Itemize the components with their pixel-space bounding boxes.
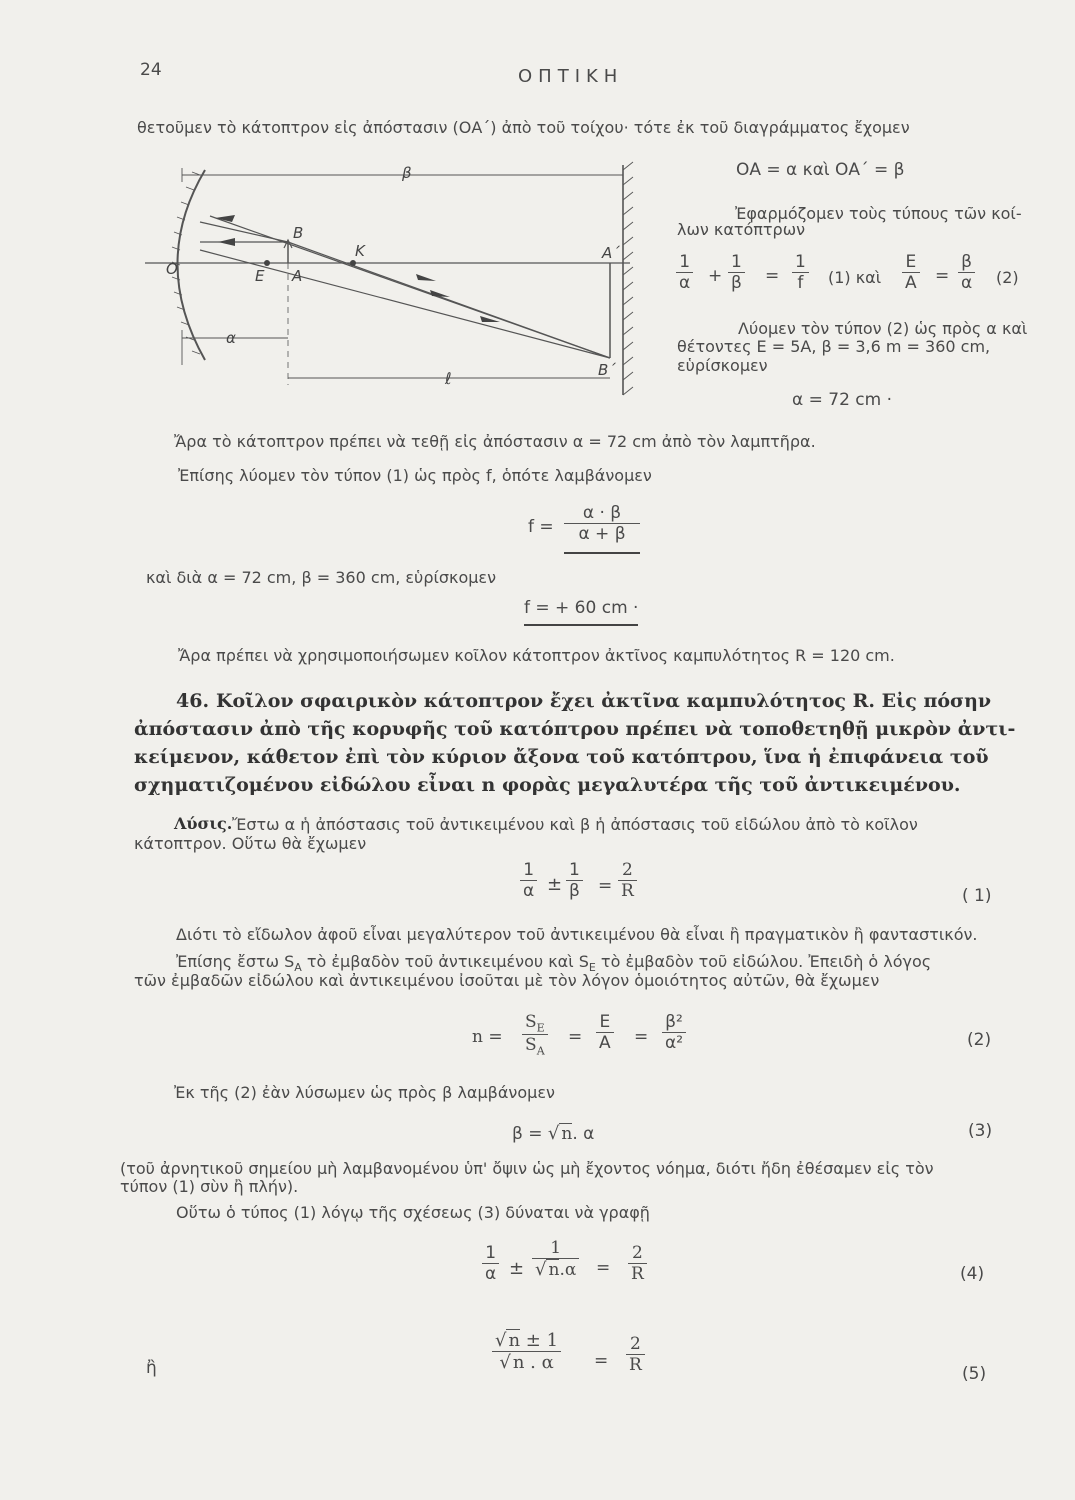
frac-b-a: $\frac{\beta}{\alpha}$ <box>958 252 975 293</box>
outo-line: Οὕτω ὁ τύπος (1) λόγῳ τῆς σχέσεως (3) δύναται νὰ γραφῇ <box>176 1203 650 1222</box>
eq1-frac-2: $\frac{1}{\beta}$ <box>566 860 583 901</box>
frac-1-f: $\frac{1}{f}$ <box>792 252 809 293</box>
label-b-prime: Β΄ <box>598 361 616 379</box>
label-b: Β <box>293 224 304 242</box>
eq3-tag: (3) <box>968 1121 993 1141</box>
paren-line-2: τύπον (1) σὺν ἢ πλήν). <box>120 1177 299 1196</box>
eq-oa: ΟΑ = α καὶ ΟΑ΄ = β <box>736 160 905 180</box>
eq1-equals: = <box>598 876 613 896</box>
label-a: Α <box>292 267 303 285</box>
label-a-prime: Α΄ <box>602 244 620 262</box>
f-result: f = + 60 cm · <box>524 598 638 626</box>
eq4-frac-1: $\frac{1}{\alpha}$ <box>482 1243 499 1284</box>
eq4-pm: ± <box>509 1258 525 1279</box>
line-ara-2: Ἄρα πρέπει νὰ χρησιμοποιήσωμεν κοῖλον κάτοπτρον ἀκτῖνος καμπυλότητος R = 120 cm. <box>178 646 895 665</box>
running-title: ΟΠΤΙΚΗ <box>518 66 624 87</box>
label-e: Ε <box>255 267 265 285</box>
eq2-lhs: n = <box>472 1027 503 1047</box>
eq1-pm: ± <box>547 874 563 895</box>
frac-1-beta: $\frac{1}{\beta}$ <box>728 252 745 293</box>
line-episis-1: Ἐπίσης λύομεν τὸν τύπον (1) ὡς πρὸς f, ὁπότε λαμβάνομεν <box>178 466 652 485</box>
eq4-frac-2: $\frac{1}{√ n.\alpha}$ <box>532 1238 579 1280</box>
problem-number: 46. <box>176 690 210 712</box>
line-kai: καὶ διὰ α = 72 cm, β = 360 cm, εὑρίσκομεν <box>146 568 497 587</box>
intro-line: θετοῦμεν τὸ κάτοπτρον εἰς ἀπόστασιν (ΟΑ΄) ἀπὸ τοῦ τοίχου· τότε ἐκ τοῦ διαγράμματος ἔχομεν <box>137 118 910 137</box>
eq2-frac-3: $\frac{\text{β²}}{\text{α²}}$ <box>662 1012 686 1053</box>
label-l: ℓ <box>445 369 452 388</box>
eq1-frac-1: $\frac{1}{\alpha}$ <box>520 860 537 901</box>
center-point-k <box>350 260 356 266</box>
eq4-equals: = <box>596 1258 611 1278</box>
problem-line-3: κείμενον, κάθετον ἐπὶ τὸν κύριον ἄξονα τοῦ κατόπτρου, ἵνα ἡ ἐπιφάνεια τοῦ <box>134 746 989 768</box>
ray-4 <box>200 222 288 242</box>
problem-line-1: Κοῖλον σφαιρικὸν κάτοπτρον ἔχει ἀκτῖνα καμπυλότητος R. Εἰς πόσην <box>216 690 992 712</box>
episis-line: Ἐπίσης ἔστω $S_A$ τὸ ἐμβαδὸν τοῦ ἀντικειμένου καὶ $S_E$ τὸ ἐμβαδὸν τοῦ εἰδώλου. Ἐπειδὴ ὁ λόγος <box>176 952 932 975</box>
eq2-frac-1: $\frac{S_E}{S_A}$ <box>522 1012 548 1058</box>
wall-hatching <box>623 162 633 395</box>
eq2-equals-1: = <box>568 1027 583 1047</box>
frac-e-a: $\frac{E}{A}$ <box>902 252 920 293</box>
tag-1-and: (1) καὶ <box>828 268 882 287</box>
frac-1-alpha: $\frac{1}{\alpha}$ <box>676 252 693 293</box>
eq-f-lhs: f = <box>528 517 554 537</box>
eq2-equals-2: = <box>634 1027 649 1047</box>
apply-text-1: Ἐφαρμόζομεν τοὺς τύπους τῶν κοί- <box>735 204 1022 223</box>
mirror-diagram <box>140 150 660 410</box>
eq5-tag: (5) <box>962 1364 987 1384</box>
problem-line-4: σχηματιζομένου εἰδώλου εἶναι n φορὰς μεγαλυτέρα τῆς τοῦ ἀντικειμένου. <box>134 774 961 796</box>
arrow-2 <box>218 238 235 246</box>
paren-line-1: (τοῦ ἀρνητικοῦ σημείου μὴ λαμβανομένου ὑπ' ὄψιν ὡς μὴ ἔχοντος νόημα, διότι ἤδη ἐθέσαμεν εἰς τὸν <box>120 1159 934 1178</box>
or-label: ἢ <box>146 1358 157 1378</box>
label-o: Ο <box>166 260 178 278</box>
equals-sign: = <box>765 266 780 286</box>
dioti-line: Διότι τὸ εἴδωλον ἀφοῦ εἶναι μεγαλύτερον τοῦ ἀντικειμένου θὰ εἶναι ἢ πραγματικὸν ἢ φανταστικόν. <box>176 925 978 944</box>
arrow-3 <box>430 290 450 297</box>
eq4-tag: (4) <box>960 1264 985 1284</box>
solution-line-1: Ἔστω α ἡ ἀπόστασις τοῦ ἀντικειμένου καὶ β ἡ ἀπόστασις τοῦ εἰδώλου ἀπὸ τὸ κοῖλον <box>232 815 918 834</box>
solution-line-2: κάτοπτρον. Οὕτω θὰ ἔχωμεν <box>134 834 367 853</box>
eq1-frac-3: $\frac{2}{R}$ <box>618 860 637 901</box>
eq5-frac-2: $\frac{2}{R}$ <box>626 1334 645 1375</box>
eq5-frac-1: $\frac{√ n \pm 1}{√ n . \alpha}$ <box>492 1330 561 1373</box>
apply-text-2: λων κατόπτρων <box>677 220 806 239</box>
ek-line: Ἐκ τῆς (2) ἐὰν λύσωμεν ὡς πρὸς β λαμβάνομεν <box>174 1083 555 1102</box>
solution-label: Λύσις. <box>174 814 233 833</box>
eq-f-fraction: $\frac{\alpha \cdot \beta}{\alpha + \beta}$ <box>564 503 640 554</box>
solve-2: θέτοντες Ε = 5Α, β = 3,6 m = 360 cm, <box>677 337 991 356</box>
problem-line-2: ἀπόστασιν ἀπὸ τῆς κορυφῆς τοῦ κατόπτρου πρέπει νὰ τοποθετηθῇ μικρὸν ἀντι- <box>134 718 1016 740</box>
solve-1: Λύομεν τὸν τύπον (2) ὡς πρὸς α καὶ <box>738 319 1028 338</box>
solve-3: εὑρίσκομεν <box>677 356 768 375</box>
eq4-frac-3: $\frac{2}{R}$ <box>628 1243 647 1284</box>
eq5-equals: = <box>594 1351 609 1371</box>
eq3: β = √ n. α <box>512 1123 595 1144</box>
equals-sign-2: = <box>935 266 950 286</box>
label-beta: β <box>402 164 412 182</box>
line-ara-1: Ἄρα τὸ κάτοπτρον πρέπει νὰ τεθῇ εἰς ἀπόστασιν α = 72 cm ἀπὸ τὸν λαμπτῆρα. <box>174 432 816 451</box>
label-alpha: α <box>226 329 236 347</box>
page-number: 24 <box>140 60 162 80</box>
plus-sign: + <box>708 266 723 286</box>
label-k: Κ <box>355 242 365 260</box>
eq2-tag: (2) <box>967 1030 992 1050</box>
tag-2: (2) <box>996 268 1019 287</box>
eq1-tag: ( 1) <box>962 886 992 906</box>
focus-point-e <box>264 260 270 266</box>
eq2-frac-2: $\frac{E}{A}$ <box>596 1012 614 1053</box>
arrow-5 <box>416 274 436 281</box>
ton-line: τῶν ἐμβαδῶν εἰδώλου καὶ ἀντικειμένου ἰσοῦται μὲ τὸν λόγον ὁμοιότητος αὐτῶν, θὰ ἔχωμεν <box>134 971 880 990</box>
alpha-result: α = 72 cm · <box>792 390 893 410</box>
